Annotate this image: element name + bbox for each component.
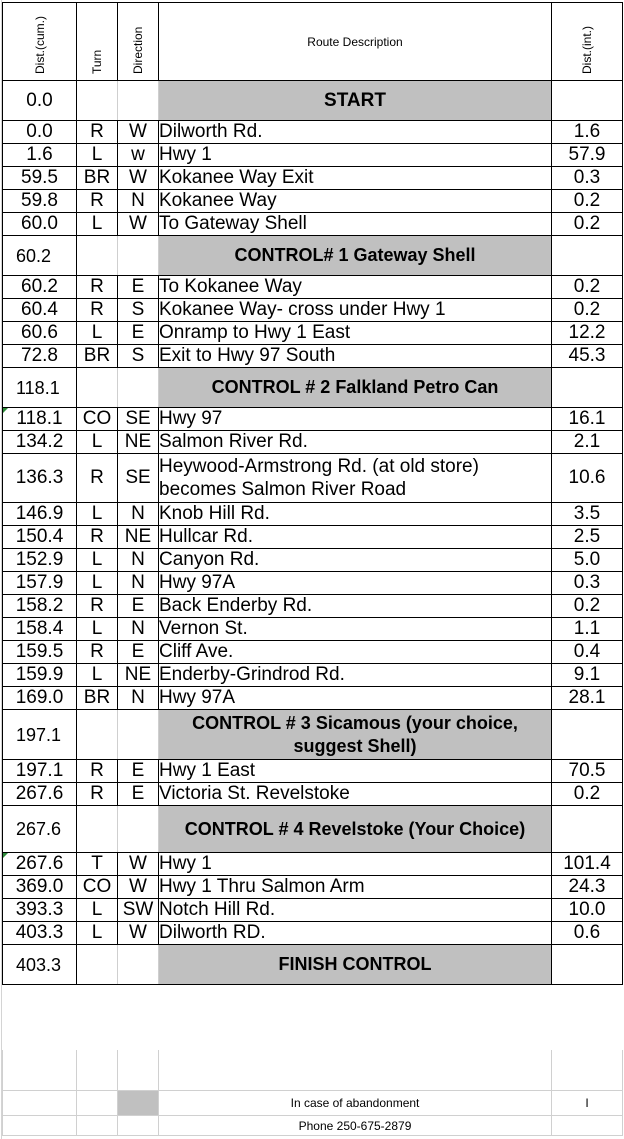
control-dist-int-cell[interactable] [552,710,623,760]
dist-cum-cell[interactable]: 60.2 [3,276,77,299]
direction-cell[interactable]: NE [118,664,159,687]
dist-int-cell[interactable]: 24.3 [552,876,623,899]
turn-cell[interactable]: BR [77,687,118,710]
dist-int-cell[interactable]: 12.2 [552,322,623,345]
footer-empty-row [3,1050,623,1091]
turn-cell[interactable]: R [77,276,118,299]
control-dist-int-cell[interactable] [552,368,623,408]
control-turn-cell[interactable] [77,945,118,985]
dist-int-cell[interactable]: 0.2 [552,213,623,236]
footer-cell[interactable] [77,1050,118,1091]
turn-cell[interactable]: L [77,431,118,454]
turn-cell[interactable]: L [77,922,118,945]
direction-cell[interactable]: SE [118,454,159,503]
turn-cell[interactable]: L [77,213,118,236]
dist-int-cell[interactable]: 0.3 [552,572,623,595]
header-dist-int[interactable]: Dist.(int.) [552,3,623,81]
turn-cell[interactable]: L [77,664,118,687]
dist-int-cell[interactable]: 1.6 [552,121,623,144]
start-direction-cell[interactable] [118,81,159,121]
route-row [3,190,623,213]
route-row [3,213,623,236]
route-description-cell[interactable]: To Kokanee Way [159,276,552,299]
turn-cell[interactable]: CO [77,408,118,431]
control-turn-cell[interactable] [77,368,118,408]
route-description-cell[interactable]: Hwy 97 [159,408,552,431]
route-description-cell[interactable]: Canyon Rd. [159,549,552,572]
direction-cell[interactable]: W [118,876,159,899]
header-route-description[interactable]: Route Description [159,3,552,81]
dist-cum-cell[interactable]: 369.0 [3,876,77,899]
turn-cell[interactable]: R [77,595,118,618]
dist-int-cell[interactable]: 10.6 [552,454,623,503]
direction-cell[interactable]: N [118,549,159,572]
route-description-cell[interactable]: Onramp to Hwy 1 East [159,322,552,345]
route-description-cell[interactable]: Exit to Hwy 97 South [159,345,552,368]
route-description-cell[interactable]: Dilworth Rd. [159,121,552,144]
dist-int-cell[interactable]: 0.2 [552,276,623,299]
route-row [3,144,623,167]
control-direction-cell[interactable] [118,236,159,276]
route-description-cell[interactable]: Hwy 1 [159,853,552,876]
direction-cell[interactable]: N [118,190,159,213]
route-description-cell[interactable]: Hwy 1 East [159,760,552,783]
dist-int-cell[interactable]: 2.1 [552,431,623,454]
finish-control-row [3,945,623,985]
turn-cell[interactable]: CO [77,876,118,899]
dist-cum-cell[interactable]: 60.6 [3,322,77,345]
route-description-cell[interactable]: Hullcar Rd. [159,526,552,549]
dist-cum-cell[interactable]: 0.0 [3,121,77,144]
control-turn-cell[interactable] [77,710,118,760]
route-description-cell[interactable]: Notch Hill Rd. [159,899,552,922]
footer-cell[interactable] [77,1116,118,1136]
start-turn-cell[interactable] [77,81,118,121]
control-label[interactable]: FINISH CONTROL [159,945,552,985]
route-description-cell[interactable]: Heywood-Armstrong Rd. (at old store) becomes Salmon River Road [159,454,552,503]
dist-cum-cell[interactable]: 59.5 [3,167,77,190]
turn-cell[interactable]: R [77,526,118,549]
route-description-cell[interactable]: Enderby-Grindrod Rd. [159,664,552,687]
dist-cum-cell[interactable]: 158.2 [3,595,77,618]
route-row [3,876,623,899]
route-description-cell[interactable]: Salmon River Rd. [159,431,552,454]
dist-int-cell[interactable]: 0.3 [552,167,623,190]
route-row [3,687,623,710]
direction-cell[interactable]: SW [118,899,159,922]
direction-cell[interactable]: N [118,687,159,710]
direction-cell[interactable]: W [118,167,159,190]
header-direction[interactable]: Direction [118,3,159,81]
route-row [3,664,623,687]
turn-cell[interactable]: R [77,760,118,783]
dist-cum-cell[interactable]: 267.6 [3,783,77,806]
route-description-cell[interactable]: Dilworth RD. [159,922,552,945]
control-turn-cell[interactable] [77,806,118,853]
turn-cell[interactable]: L [77,618,118,641]
turn-cell[interactable]: L [77,549,118,572]
route-description-cell[interactable]: Kokanee Way Exit [159,167,552,190]
turn-cell[interactable]: BR [77,167,118,190]
turn-cell[interactable]: R [77,190,118,213]
control-label[interactable]: CONTROL # 2 Falkland Petro Can [159,368,552,408]
turn-cell[interactable]: BR [77,345,118,368]
dist-cum-cell[interactable]: 159.9 [3,664,77,687]
dist-int-cell[interactable]: 0.4 [552,641,623,664]
route-row [3,853,623,876]
dist-cum-cell[interactable]: 146.9 [3,503,77,526]
dist-cum-cell[interactable]: 60.0 [3,213,77,236]
dist-int-cell[interactable]: 2.5 [552,526,623,549]
start-dist-cum[interactable]: 0.0 [3,81,77,121]
route-description-cell[interactable]: Hwy 97A [159,687,552,710]
route-description-cell[interactable]: Hwy 1 [159,144,552,167]
control-dist-int-cell[interactable] [552,945,623,985]
route-row [3,595,623,618]
route-row [3,431,623,454]
control-direction-cell[interactable] [118,806,159,853]
control-dist-int-cell[interactable] [552,806,623,853]
direction-cell[interactable]: N [118,503,159,526]
dist-cum-cell[interactable]: 59.8 [3,190,77,213]
control-dist-cum[interactable]: 267.6 [3,806,77,853]
dist-cum-cell[interactable]: 169.0 [3,687,77,710]
dist-cum-cell[interactable]: 72.8 [3,345,77,368]
dist-cum-cell[interactable]: 157.9 [3,572,77,595]
route-description-cell[interactable]: Back Enderby Rd. [159,595,552,618]
turn-cell[interactable]: R [77,299,118,322]
direction-cell[interactable]: S [118,299,159,322]
route-row [3,618,623,641]
direction-cell[interactable]: NE [118,431,159,454]
dist-cum-cell[interactable]: 118.1 [3,408,77,431]
direction-cell[interactable]: E [118,595,159,618]
dist-cum-cell[interactable]: 393.3 [3,899,77,922]
control-dist-cum[interactable]: 197.1 [3,710,77,760]
start-row [3,81,623,121]
route-row [3,121,623,144]
turn-cell[interactable]: L [77,144,118,167]
route-description-cell[interactable]: Kokanee Way [159,190,552,213]
dist-cum-cell[interactable]: 134.2 [3,431,77,454]
turn-cell[interactable]: R [77,454,118,503]
route-row [3,276,623,299]
dist-int-cell[interactable]: 45.3 [552,345,623,368]
turn-cell[interactable]: R [77,641,118,664]
route-row [3,549,623,572]
direction-cell[interactable]: W [118,213,159,236]
dist-cum-cell[interactable]: 403.3 [3,922,77,945]
direction-cell[interactable]: E [118,760,159,783]
dist-cum-cell[interactable]: 150.4 [3,526,77,549]
route-row [3,299,623,322]
turn-cell[interactable]: L [77,899,118,922]
dist-cum-cell[interactable]: 60.4 [3,299,77,322]
direction-cell[interactable]: SE [118,408,159,431]
control-row [3,710,623,760]
header-dist-cum[interactable]: Dist.(cum.) [3,3,77,81]
route-row [3,408,623,431]
control-label[interactable]: CONTROL# 1 Gateway Shell [159,236,552,276]
dist-int-cell[interactable]: 70.5 [552,760,623,783]
footer-cell[interactable] [118,1050,159,1091]
route-row [3,454,623,503]
dist-int-cell[interactable]: 0.6 [552,922,623,945]
footer-abandonment-row [3,1091,623,1116]
control-dist-cum[interactable]: 60.2 [3,236,77,276]
route-sheet-table [2,2,623,985]
control-row [3,368,623,408]
route-description-cell[interactable]: Vernon St. [159,618,552,641]
dist-cum-cell[interactable]: 158.4 [3,618,77,641]
start-dist-int-cell[interactable] [552,81,623,121]
start-label[interactable]: START [159,81,552,121]
control-direction-cell[interactable] [118,710,159,760]
dist-cum-cell[interactable]: 197.1 [3,760,77,783]
dist-cum-cell[interactable]: 1.6 [3,144,77,167]
route-row [3,167,623,190]
footer-cell[interactable] [552,1050,623,1091]
turn-cell[interactable]: L [77,572,118,595]
footer-cell[interactable] [552,1116,623,1136]
direction-cell[interactable]: N [118,572,159,595]
direction-cell[interactable]: W [118,922,159,945]
turn-cell[interactable]: L [77,503,118,526]
route-row [3,345,623,368]
route-description-cell[interactable]: Victoria St. Revelstoke [159,783,552,806]
footer-phone-row [3,1116,623,1136]
turn-cell[interactable]: L [77,322,118,345]
dist-int-cell[interactable]: 57.9 [552,144,623,167]
route-description-cell[interactable]: Hwy 97A [159,572,552,595]
dist-int-cell[interactable]: 0.2 [552,595,623,618]
dist-int-cell[interactable]: 0.2 [552,190,623,213]
route-row [3,783,623,806]
header-turn[interactable]: Turn [77,3,118,81]
dist-int-cell[interactable]: 0.2 [552,299,623,322]
footer-cell[interactable] [3,1116,77,1136]
control-direction-cell[interactable] [118,945,159,985]
dist-int-cell[interactable]: 9.1 [552,664,623,687]
route-description-cell[interactable]: To Gateway Shell [159,213,552,236]
dist-cum-cell[interactable]: 267.6 [3,853,77,876]
control-dist-cum[interactable]: 118.1 [3,368,77,408]
direction-cell[interactable]: W [118,121,159,144]
dist-int-cell[interactable]: 5.0 [552,549,623,572]
footer-cell[interactable] [3,1091,77,1116]
dist-cum-cell[interactable]: 159.5 [3,641,77,664]
dist-cum-cell[interactable]: 136.3 [3,454,77,503]
control-label[interactable]: CONTROL # 3 Sicamous (your choice, suggest Shell) [159,710,552,760]
turn-cell[interactable]: T [77,853,118,876]
turn-cell[interactable]: R [77,121,118,144]
route-description-cell[interactable]: Hwy 1 Thru Salmon Arm [159,876,552,899]
control-row [3,806,623,853]
route-row [3,503,623,526]
control-dist-int-cell[interactable] [552,236,623,276]
control-label[interactable]: CONTROL # 4 Revelstoke (Your Choice) [159,806,552,853]
footer-cell[interactable] [159,1050,552,1091]
direction-cell[interactable]: E [118,641,159,664]
route-row [3,641,623,664]
direction-cell[interactable]: E [118,783,159,806]
footer-grid [2,1050,623,1136]
control-row [3,236,623,276]
footer-gray-cell[interactable] [118,1091,159,1116]
abandonment-note[interactable]: In case of abandonment [159,1091,552,1116]
dist-int-cell[interactable]: 0.2 [552,783,623,806]
route-row [3,322,623,345]
phone-number[interactable]: Phone 250-675-2879 [159,1116,552,1136]
header-row [3,3,623,81]
dist-int-cell[interactable]: 10.0 [552,899,623,922]
direction-cell[interactable]: E [118,322,159,345]
direction-cell[interactable]: W [118,853,159,876]
route-row [3,526,623,549]
route-row [3,572,623,595]
direction-cell[interactable]: S [118,345,159,368]
direction-cell[interactable]: N [118,618,159,641]
turn-cell[interactable]: R [77,783,118,806]
footer-cell[interactable] [3,1050,77,1091]
dist-int-cell[interactable]: 28.1 [552,687,623,710]
direction-cell[interactable]: w [118,144,159,167]
footer-cell[interactable] [77,1091,118,1116]
dist-int-cell[interactable]: 101.4 [552,853,623,876]
route-description-cell[interactable]: Cliff Ave. [159,641,552,664]
route-row [3,899,623,922]
footer-cell[interactable] [118,1116,159,1136]
dist-int-cell[interactable]: 16.1 [552,408,623,431]
dist-int-cell[interactable]: 3.5 [552,503,623,526]
footer-marker[interactable]: I [552,1091,623,1116]
route-description-cell[interactable]: Knob Hill Rd. [159,503,552,526]
control-turn-cell[interactable] [77,236,118,276]
dist-int-cell[interactable]: 1.1 [552,618,623,641]
route-row [3,760,623,783]
route-row [3,922,623,945]
dist-cum-cell[interactable]: 152.9 [3,549,77,572]
direction-cell[interactable]: E [118,276,159,299]
control-direction-cell[interactable] [118,368,159,408]
control-dist-cum[interactable]: 403.3 [3,945,77,985]
direction-cell[interactable]: NE [118,526,159,549]
route-description-cell[interactable]: Kokanee Way- cross under Hwy 1 [159,299,552,322]
